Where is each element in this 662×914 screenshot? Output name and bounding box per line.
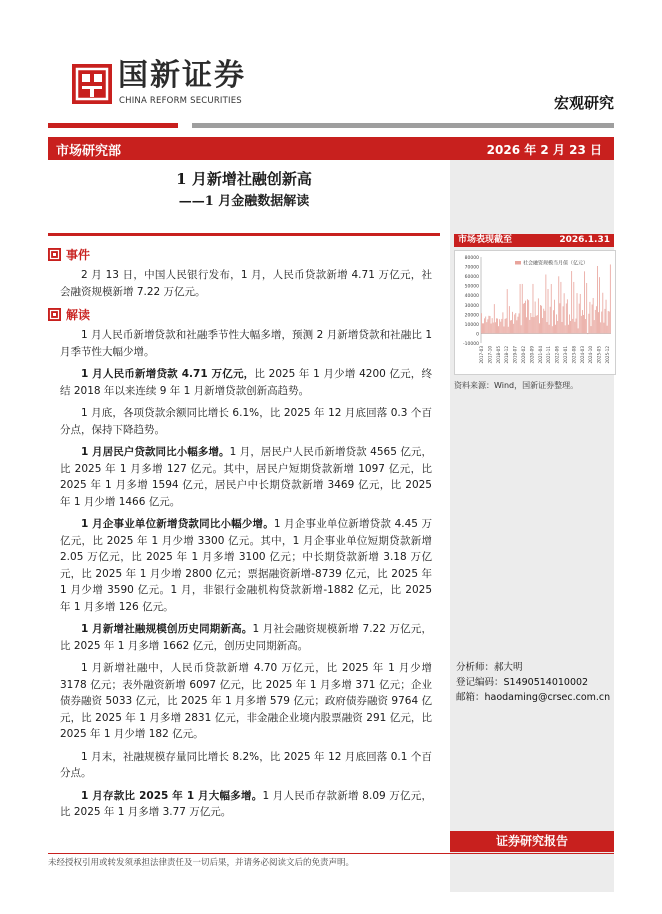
legend-swatch [515,261,521,265]
paragraph-text: 1 月人民币新增贷款和社融季节性大幅多增，预测 2 月新增贷款和社融比 1 月季节性大幅少增。 [60,329,432,358]
chart-bar [530,313,531,333]
page-title: 1 月新增社融创新高 [176,170,312,188]
market-performance-header [454,234,614,247]
analysis-paragraph [60,788,432,821]
paragraph-lead: 1 月新增社融规模创历史同期新高。 [81,623,253,635]
market-performance-date: 2026.1.31 [559,235,610,245]
chart-bar [553,310,554,333]
chart-bar [545,274,546,333]
x-tick-label: 2019-07 [512,346,518,364]
chart-bar [509,306,510,333]
y-tick-label: 80000 [464,256,479,261]
chart-bar [551,284,552,333]
chart-bar [544,311,545,334]
chart-bar [602,293,603,334]
analysis-paragraphs [60,327,432,821]
analysis-paragraph [60,749,432,782]
paragraph-text: 1 月底，各项贷款余额同比增长 6.1%，比 2025 年 12 月底回落 0.3 个百分点，保持下降趋势。 [60,407,432,436]
social-financing-chart [455,251,615,374]
analysis-paragraph [60,660,432,743]
x-tick-label: 2023-08 [571,346,577,364]
x-tick-label: 2025-05 [596,346,602,364]
chart-bar [527,299,528,333]
analyst-email: 邮箱：haodaming@crsec.com.cn [456,692,611,703]
chart-bar [484,318,485,333]
y-tick-label: 70000 [464,265,479,271]
chart-bar [598,312,599,333]
chart-bar [574,322,575,334]
chart-bar [599,277,600,333]
paragraph-text: 1 月企事业单位新增贷款 4.45 万亿元，比 2025 年 1 月少增 3300 亿元。其中，1 月企事业单位短期贷款新增 2.05 万亿元，比 2025 年 1 月多增 3100 亿元；中长期贷款新增 3.18 万亿元，比 2025 年 1 月少增 2800 亿元；票据融资新增-8739 亿元，比 2025 年 1 月少增 3590 亿元。1 月，非银行金融机构贷款新增-1882 亿元，比 2025 年 1 月多增 126 亿元。 [60,518,432,613]
x-tick-label: 2017-10 [487,346,493,364]
chart-bar [522,284,523,334]
chart-bar [519,313,520,333]
chart-bar [523,304,524,334]
paragraph-text: 1 月新增社融中，人民币贷款新增 4.70 万亿元，比 2025 年 1 月少增 3178 亿元；表外融资新增 6097 亿元，比 2025 年 1 月多增 371 亿元；企业债券融资 5033 亿元，比 2025 年 1 月多增 579 亿元；政府债券融资 9764 亿元，比 2025 年 1 月多增 2831 亿元，非金融企业境内股票融资 291 亿元，比 2025 年 1 月少增 182 亿元。 [60,662,432,740]
chart-bar [607,326,608,334]
chart-bar [507,289,508,333]
chart-bar [594,320,595,333]
y-tick-label: 20000 [464,313,479,319]
chart-bar [533,284,534,334]
chart-bar [555,325,556,334]
chart-bar [571,271,572,333]
chart-bar [536,316,537,334]
chart-bar [582,310,583,333]
x-tick-label: 2024-10 [588,346,594,364]
chart-bar [486,322,487,333]
y-tick-label: 30000 [464,303,479,309]
chart-bar [535,302,536,334]
paragraph-text: 1 月末，社融规模存量同比增长 8.2%，比 2025 年 12 月底回落 0.1 个百分点。 [60,750,432,779]
chart-source: 资料来源：Wind，国新证券整理。 [454,381,579,390]
chart-bar [570,321,571,334]
chart-bar [538,298,539,333]
chart-bar [496,318,497,333]
chart-bar [559,303,560,333]
chart-bar [541,306,542,334]
analysis-paragraph [60,621,432,654]
chart-bar [543,309,544,334]
chart-bar [521,325,522,333]
analysis-heading-label: 解读 [66,308,91,322]
x-tick-label: 2018-05 [495,346,501,364]
analysis-paragraph [60,327,432,360]
y-tick-label: 0 [476,332,479,338]
chart-bar [587,333,588,334]
x-tick-label: 2021-04 [537,346,543,364]
brand-name-cn: 国新证券 [118,58,246,93]
department-name: 市场研究部 [56,144,122,159]
paragraph-lead: 1 月居民户贷款同比小幅多增。 [81,446,230,458]
chart-bar [482,323,483,333]
x-tick-label: 2022-06 [554,346,560,364]
chart-bar [524,303,525,333]
chart-bar [504,326,505,333]
chart-bar [569,314,570,333]
x-tick-label: 2024-03 [579,346,585,364]
event-heading-label: 事件 [66,248,91,262]
chart-bar [516,320,517,333]
chart-bar [512,312,513,334]
chart-bar [567,299,568,333]
chart-bar [501,319,502,334]
brand-name-en: CHINA REFORM SECURITIES [119,96,242,106]
chart-bar [592,304,593,333]
chart-bar [556,314,557,333]
report-type: 宏观研究 [553,94,614,112]
paragraph-lead: 1 月存款比 2025 年 1 月大幅多增。 [81,789,263,802]
analysis-paragraph [60,444,432,510]
chart-bar [584,271,585,333]
paragraph-lead: 1 月企事业单位新增贷款同比小幅少增。 [81,518,274,530]
chart-container [454,250,616,375]
y-tick-label: 40000 [464,294,479,300]
section-marker-icon [48,308,61,321]
chart-bar [563,306,564,333]
chart-bar [481,313,482,333]
chart-bar [586,283,587,333]
chart-bar [508,327,509,334]
chart-bar [557,321,558,334]
chart-bar [591,326,592,333]
chart-bar [595,310,596,334]
chart-bar [601,312,602,334]
chart-bar [532,317,533,333]
chart-bar [493,323,494,334]
chart-bar [606,300,607,334]
chart-bar [578,328,579,333]
analysis-paragraph [60,366,432,399]
paragraph-text: 比 2025 年 1 月少增 4200 亿元，终结 2018 年以来连续 9 年 1 月新增贷款创新高趋势。 [60,368,432,397]
x-tick-label: 2025-12 [605,346,610,364]
company-logo-icon [72,64,112,104]
header-divider-accent [48,123,178,128]
chart-bar [537,315,538,333]
chart-bar [576,319,577,334]
chart-bar [526,317,527,333]
legend-label: 社会融资规模当月值（亿元） [523,260,589,267]
chart-bar [572,319,573,334]
event-text: 2 月 13 日，中国人民银行发布，1 月，人民币贷款新增 4.71 万亿元，社会融资规模新增 7.22 万亿元。 [60,269,432,298]
chart-bar [513,324,514,334]
chart-bar [499,319,500,333]
chart-bar [585,319,586,333]
chart-bar [550,307,551,334]
chart-bar [549,325,550,334]
main-body [60,246,432,827]
chart-bar [590,302,591,334]
chart-bar [610,264,611,333]
disclaimer: 未经授权引用或转发须承担法律责任及一切后果，并请务必阅读文后的免责声明。 [48,858,355,868]
paragraph-lead: 1 月人民币新增贷款 4.71 万亿元， [81,368,255,380]
section-marker-icon [48,248,61,261]
chart-bar [489,316,490,334]
x-tick-label: 2020-02 [521,346,526,364]
chart-bar [600,322,601,333]
chart-bar [583,315,584,333]
chart-bar [581,316,582,334]
x-tick-label: 2018-12 [504,346,510,364]
y-tick-label: -10000 [463,342,479,347]
chart-bar [502,312,503,333]
analysis-paragraph [60,405,432,438]
chart-bar [562,322,563,333]
chart-bar [494,304,495,333]
chart-bar [548,289,549,333]
footer-divider [48,853,614,854]
chart-bar [561,282,562,334]
chart-bar [603,323,604,334]
chart-bar [529,320,530,334]
chart-bar [565,325,566,333]
x-tick-label: 2023-01 [563,346,568,364]
title-divider [48,233,440,236]
chart-bar [588,314,589,334]
analysis-heading [48,306,432,323]
paragraph-text: 1 月人民币存款新增 8.09 万亿元，比 2025 年 1 月多增 3.77 万亿元。 [60,789,432,818]
analyst-name: 分析师：郝大明 [456,662,523,673]
chart-bar [573,282,574,334]
chart-bar [515,313,516,333]
chart-bar [490,316,491,333]
y-tick-label: 10000 [464,322,479,328]
chart-bar [566,303,567,333]
chart-bar [608,311,609,333]
chart-bar [528,300,529,333]
chart-bar [558,276,559,333]
market-performance-label: 市场表现截至 [458,235,513,245]
chart-bar [568,325,569,334]
chart-bar [492,318,493,333]
chart-bar [597,266,598,333]
paragraph-text: 1 月，居民户人民币新增贷款 4565 亿元，比 2025 年 1 月多增 127 亿元。其中，居民户短期贷款新增 1097 亿元，比 2025 年 1 月多增 1594 亿元，居民户中长期贷款新增 3469 亿元，比 2025 年 1 月少增 1466 亿元。 [60,446,432,508]
chart-bar [485,317,486,334]
event-heading [48,246,432,263]
chart-bar [542,318,543,333]
chart-bar [540,305,541,333]
chart-bar [487,319,488,333]
paragraph-text: 1 月社会融资规模新增 7.22 万亿元，比 2025 年 1 月多增 1662 亿元，创历史同期新高。 [60,623,432,652]
header-divider [192,123,614,128]
chart-bar [506,318,507,333]
chart-bar [547,322,548,333]
y-tick-label: 50000 [464,284,479,290]
analyst-info [456,660,610,705]
chart-bar [605,309,606,334]
chart-bar [505,319,506,334]
x-tick-label: 2020-09 [529,346,535,364]
chart-bar [483,323,484,333]
chart-bar [596,306,597,333]
chart-bar [577,293,578,333]
chart-bar [564,293,565,333]
chart-bar [500,322,501,334]
report-tag: 证券研究报告 [450,831,614,852]
chart-bar [579,304,580,334]
department-bar [48,137,614,160]
x-tick-label: 2021-11 [546,346,552,364]
analyst-reg-no: 登记编码：S1490514010002 [456,677,589,688]
chart-bar [497,319,498,334]
chart-bar [552,326,553,333]
x-tick-label: 2017-03 [479,346,484,364]
analysis-paragraph [60,516,432,615]
chart-bar [534,317,535,333]
chart-bar [495,322,496,333]
chart-bar [510,320,511,333]
chart-bar [554,300,555,334]
y-tick-label: 60000 [464,275,479,281]
chart-bar [491,324,492,334]
chart-bar [511,320,512,333]
report-date: 2026 年 2 月 23 日 [486,143,602,157]
chart-bar [514,315,515,334]
chart-bar [593,298,594,333]
chart-bar [525,301,526,334]
chart-bar [539,323,540,333]
chart-bar [520,284,521,333]
page-subtitle: ——1 月金融数据解读 [178,194,310,209]
chart-bar [580,294,581,333]
chart-bar [609,312,610,334]
chart-bar [498,326,499,333]
chart-bar [518,317,519,334]
